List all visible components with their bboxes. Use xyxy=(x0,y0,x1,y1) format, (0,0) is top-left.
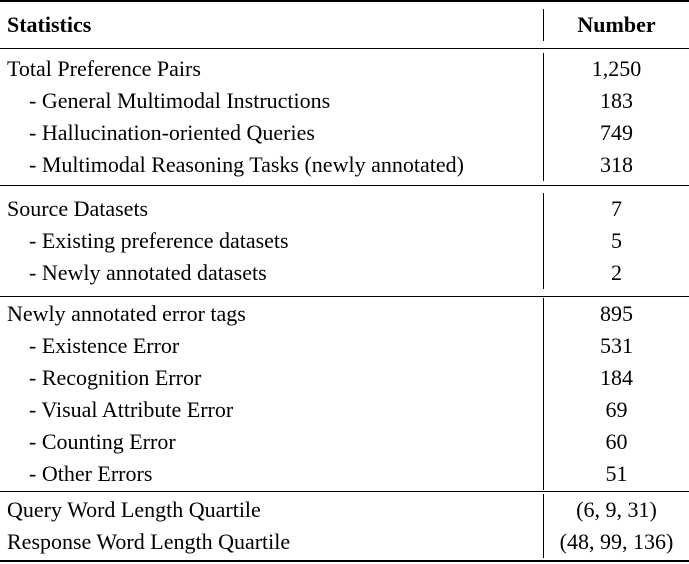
row-label: - Counting Error xyxy=(29,429,176,454)
table-row xyxy=(0,526,689,558)
row-value: 2 xyxy=(543,257,689,289)
table-row xyxy=(0,225,689,257)
row-value: 7 xyxy=(543,193,689,225)
row-label: Total Preference Pairs xyxy=(7,56,201,81)
row-value: 5 xyxy=(543,225,689,257)
table-section xyxy=(0,491,689,560)
column-header-statistics: Statistics xyxy=(7,12,92,37)
table-row xyxy=(0,149,689,181)
row-value: (48, 99, 136) xyxy=(543,526,689,558)
table-row xyxy=(0,85,689,117)
row-label: - General Multimodal Instructions xyxy=(29,88,331,113)
row-label: - Recognition Error xyxy=(29,365,202,390)
row-label: Query Word Length Quartile xyxy=(7,497,261,522)
table-section xyxy=(0,48,689,185)
table-header-row xyxy=(0,9,689,41)
row-value: 1,250 xyxy=(543,53,689,85)
table-row xyxy=(0,298,689,330)
column-header-number: Number xyxy=(543,9,689,41)
row-value: (6, 9, 31) xyxy=(543,494,689,526)
row-value: 318 xyxy=(543,149,689,181)
row-label: - Other Errors xyxy=(29,461,153,486)
row-value: 184 xyxy=(543,362,689,394)
row-value: 749 xyxy=(543,117,689,149)
table-section xyxy=(0,185,689,296)
row-value: 51 xyxy=(543,458,689,490)
row-label: Newly annotated error tags xyxy=(7,301,246,326)
row-label: Source Datasets xyxy=(7,196,149,221)
row-value: 60 xyxy=(543,426,689,458)
row-value: 895 xyxy=(543,298,689,330)
row-label: - Existence Error xyxy=(29,333,180,358)
row-label: - Multimodal Reasoning Tasks (newly annotated) xyxy=(29,152,464,177)
table-row xyxy=(0,117,689,149)
table-row xyxy=(0,394,689,426)
row-label: - Newly annotated datasets xyxy=(29,260,267,285)
table-section xyxy=(0,296,689,491)
table-header-section xyxy=(0,2,689,48)
row-label: Response Word Length Quartile xyxy=(7,529,291,554)
row-label: - Visual Attribute Error xyxy=(29,397,234,422)
table-row xyxy=(0,257,689,289)
row-value: 531 xyxy=(543,330,689,362)
table-row xyxy=(0,426,689,458)
table-row xyxy=(0,330,689,362)
row-value: 69 xyxy=(543,394,689,426)
table-row xyxy=(0,53,689,85)
table-row xyxy=(0,193,689,225)
row-label: - Existing preference datasets xyxy=(29,228,289,253)
table-row xyxy=(0,362,689,394)
row-value: 183 xyxy=(543,85,689,117)
row-label: - Hallucination-oriented Queries xyxy=(29,120,315,145)
table-row xyxy=(0,458,689,490)
table-row xyxy=(0,494,689,526)
